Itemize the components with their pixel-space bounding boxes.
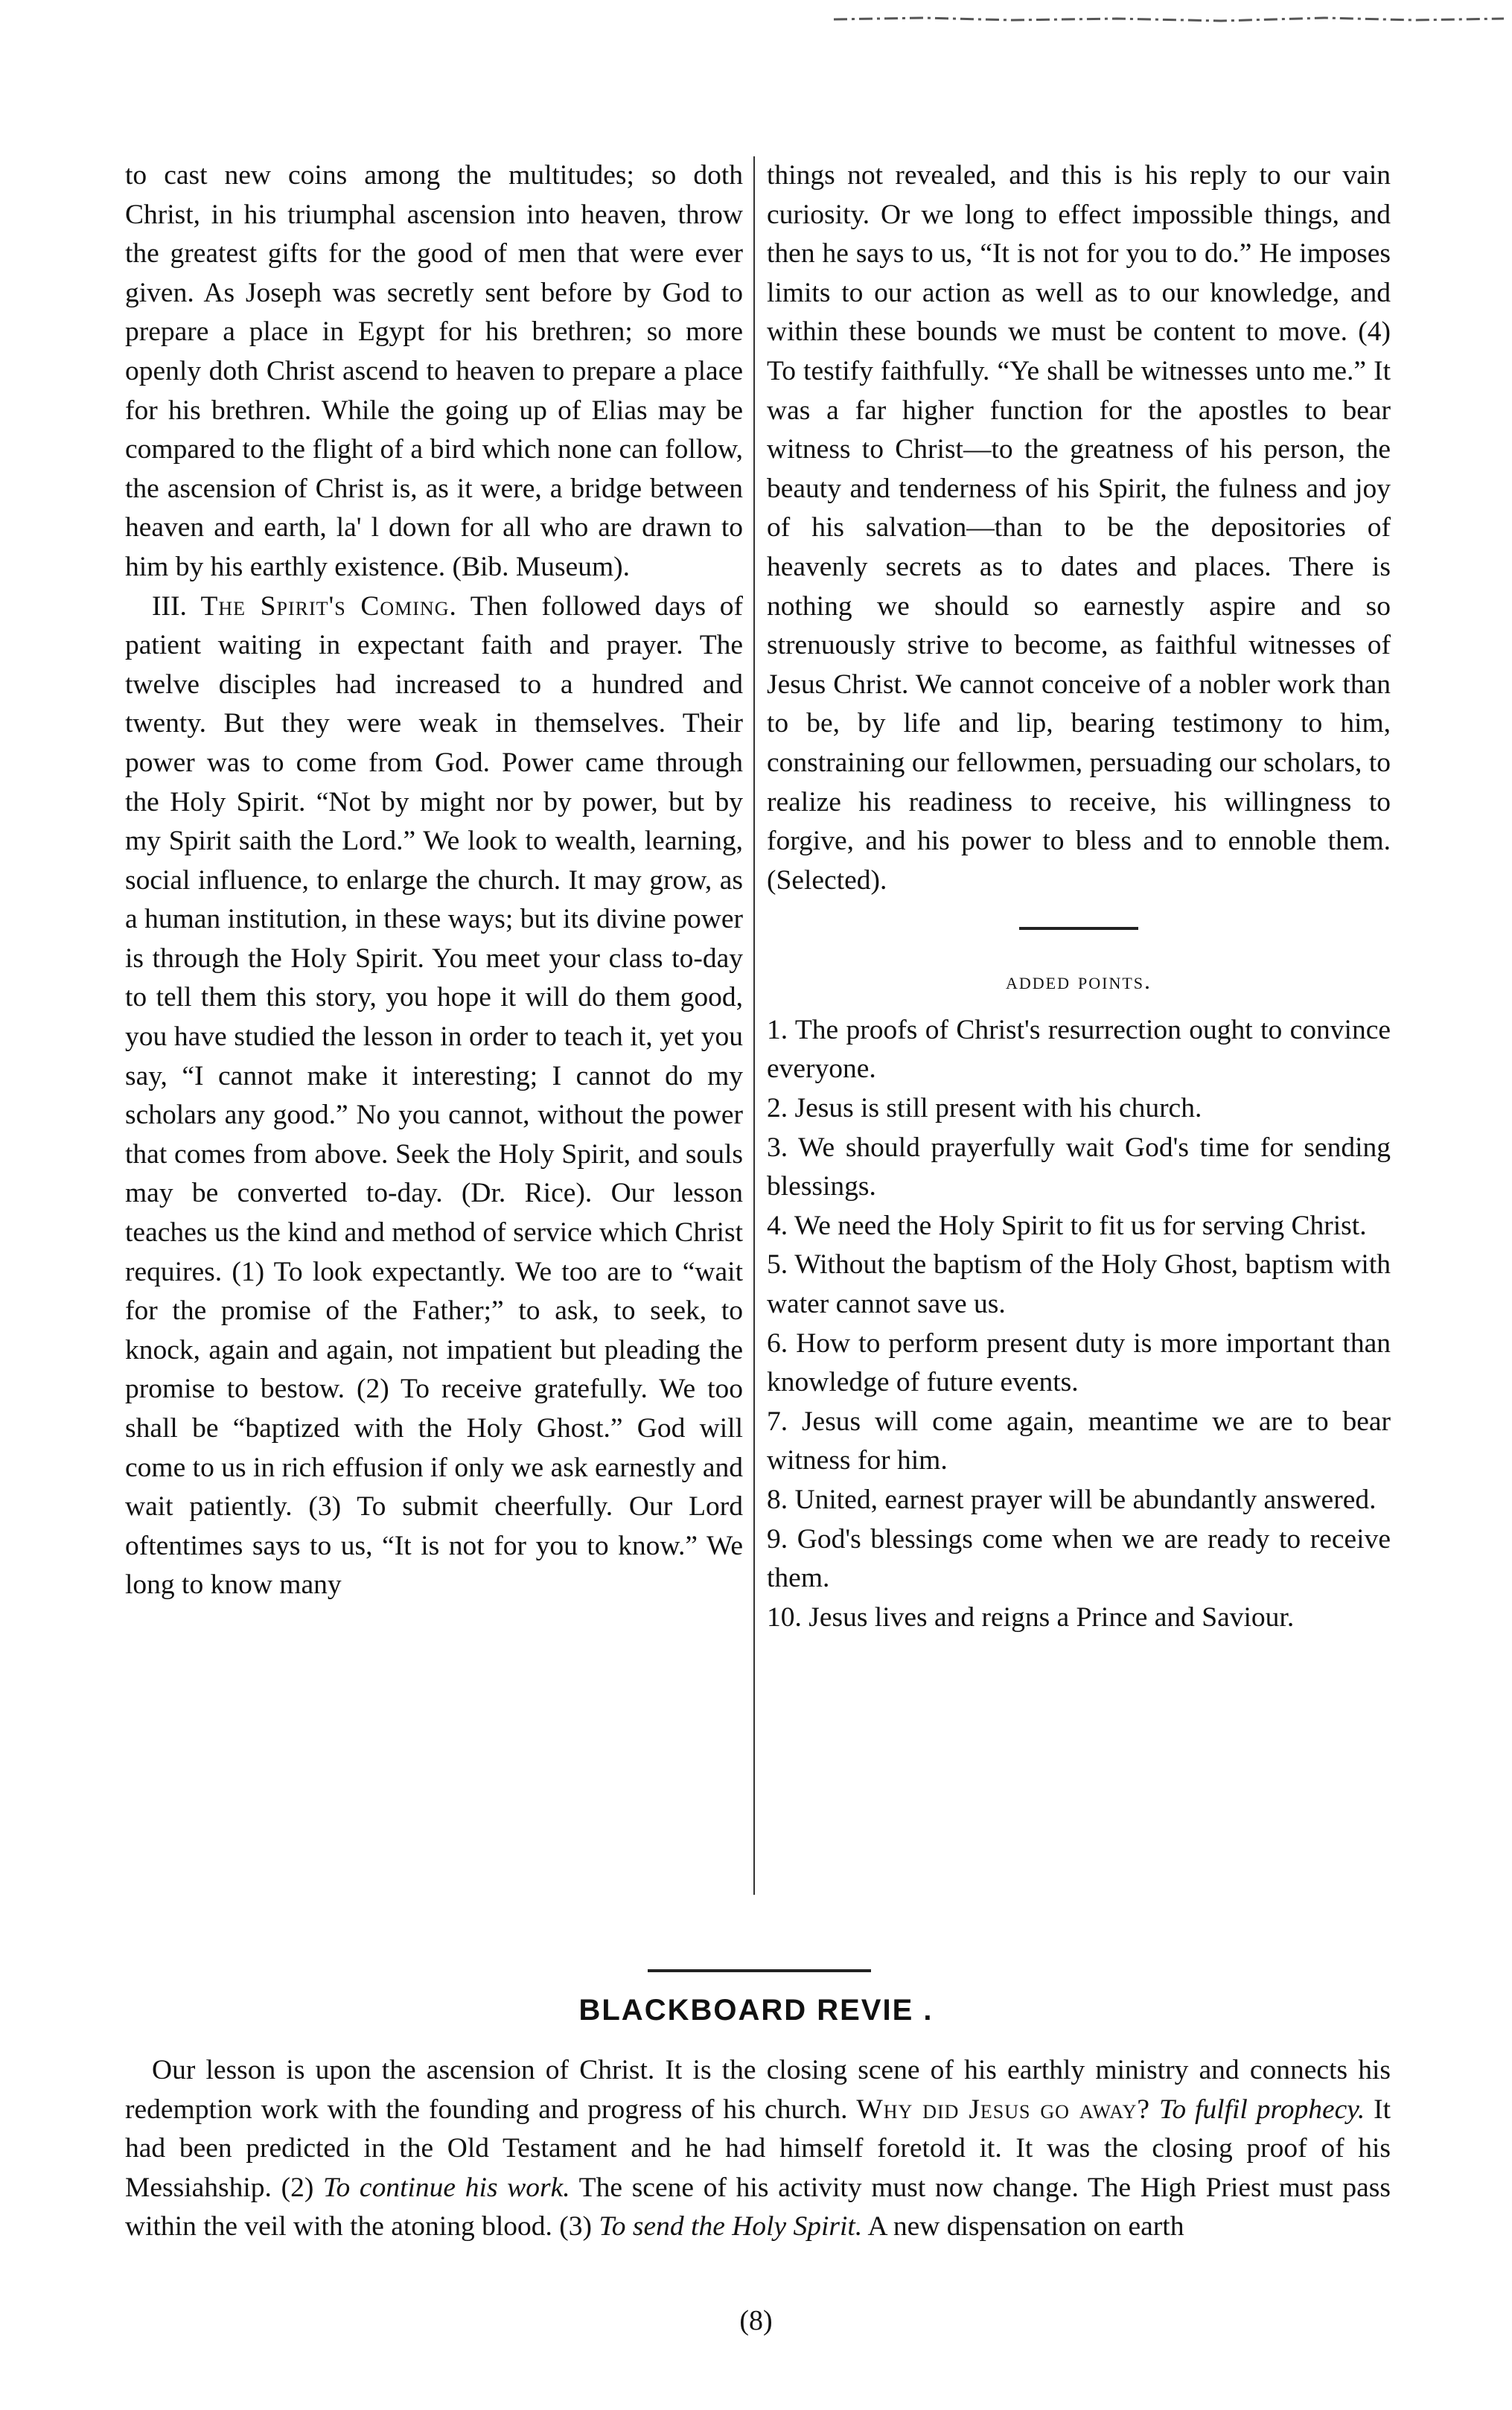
list-item: 7. Jesus will come again, meantime we are to bear witness for him. (767, 1406, 1391, 1476)
review-text-part: It had been predicted in the Old Testament and he had himself foretold it. It was the closing proof of his Messiahship. (2) (125, 2094, 1391, 2203)
section-divider (1019, 927, 1138, 930)
right-paragraph-1: things not revealed, and this is his reply to our vain curiosity. Or we long to effect impossible things, and then he says to us, “It is not for you to do.” He imposes limits to our action as well as to our knowledge, and within these bounds we must be content to move. (4) To testify faithfully. “Ye shall be witnesses unto me.” It was a far higher function for the apostles to bear witness to Christ—to the greatness of his person, the beauty and tenderness of his Spirit, the fulness and joy of his salvation—than to be the depositories of heavenly secrets as to dates and places. There is nothing we should so earnestly aspire and so strenuously strive to become, as faithful witnesses of Jesus Christ. We cannot conceive of a nobler work than to be, by life and lip, bearing testimony to him, constraining our fellowmen, persuading our scholars, to realize his readiness to receive, his willingness to forgive, and his power to bless and to ennoble them. (Selected). (767, 160, 1391, 896)
review-point-italic: To continue his work. (323, 2172, 570, 2203)
right-column (767, 156, 1391, 1637)
added-points-heading: added points. (1006, 967, 1152, 995)
column-divider (753, 156, 755, 1895)
review-text-part: Our lesson is upon the ascension of Christ. It is the closing scene of his earthly ministry and connects his redemption work with the founding and progress of his church. (125, 2055, 1391, 2125)
scan-noise-mark (834, 13, 1504, 24)
section-number: III. (152, 590, 187, 622)
list-item: 9. God's blessings come when we are ready to receive them. (767, 1523, 1391, 1594)
review-point-italic: To send the Holy Spirit. (599, 2211, 863, 2242)
list-item: 5. Without the baptism of the Holy Ghost, baptism with water cannot save us. (767, 1249, 1391, 1320)
list-item: 4. We need the Holy Spirit to fit us for serving Christ. (767, 1210, 1367, 1241)
page-number: (8) (739, 2305, 773, 2336)
review-divider (648, 1969, 871, 1972)
list-item: 6. How to perform present duty is more important than knowledge of future events. (767, 1327, 1391, 1398)
review-paragraph (125, 2051, 1391, 2247)
list-item: 8. United, earnest prayer will be abundantly answered. (767, 1485, 1377, 1515)
review-text-part (1150, 2094, 1159, 2125)
review-text-part: A new dispensation on earth (862, 2211, 1184, 2242)
list-item: 10. Jesus lives and reigns a Prince and Saviour. (767, 1601, 1295, 1633)
left-column (125, 156, 743, 1605)
review-point-italic: To fulfil prophecy. (1158, 2094, 1365, 2125)
list-item: 2. Jesus is still present with his church. (767, 1093, 1202, 1124)
list-item: 1. The proofs of Christ's resurrection ought to convince everyone. (767, 1014, 1391, 1085)
section-text: Then followed days of patient waiting in expectant faith and prayer. The twelve disciples had increased to a hundred and twenty. But they were weak in themselves. Their power was to come from God. Power came through the Holy Spirit. “Not by might nor by power, but by my Spirit saith the Lord.” We look to wealth, learning, social influence, to enlarge the church. It may grow, as a human institution, in these ways; but its divine power is through the Holy Spirit. You meet your class to-day to tell them this story, you hope it will do them good, you have studied the lesson in order to teach it, yet you say, “I cannot make it interesting; I cannot do my scholars any good.” No you cannot, without the power that comes from above. Seek the Holy Spirit, and souls may be converted to-day. (Dr. Rice). Our lesson teaches us the kind and method of service which Christ requires. (1) To look expectantly. We too are to “wait for the promise of the Father;” to ask, to seek, to knock, again and again, not impatient but pleading the promise to bestow. (2) To receive gratefully. We too shall be “baptized with the Holy Ghost.” God will come to us in rich effusion if only we ask earnestly and wait patiently. (3) To submit cheerfully. Our Lord oftentimes says to us, “It is not for you to know.” We long to know many (125, 590, 744, 1601)
left-paragraph-1: to cast new coins among the multitudes; so doth Christ, in his triumphal ascension into heaven, throw the greatest gifts for the good of men that were ever given. As Joseph was secretly sent before by God to prepare a place in Egypt for his brethren; so more openly doth Christ ascend to heaven to prepare a place for his brethren. While the going up of Elias may be compared to the flight of a bird which none can follow, the ascension of Christ is, as it were, a bridge between heaven and earth, la' l down for all who are drawn to him by his earthly existence. (Bib. Museum). (125, 160, 743, 582)
list-item: 3. We should prayerfully wait God's time for sending blessings. (767, 1132, 1391, 1202)
review-text-part: The scene of his activity must now change. The High Priest must pass within the veil with the atoning blood. (3) (125, 2172, 1391, 2242)
left-paragraph-2 (125, 587, 743, 1605)
section-heading: The Spirit's Coming. (200, 590, 457, 622)
review-heading: BLACKBOARD REVIE . (578, 1994, 934, 2027)
review-question: Why did Jesus go away? (856, 2094, 1151, 2125)
